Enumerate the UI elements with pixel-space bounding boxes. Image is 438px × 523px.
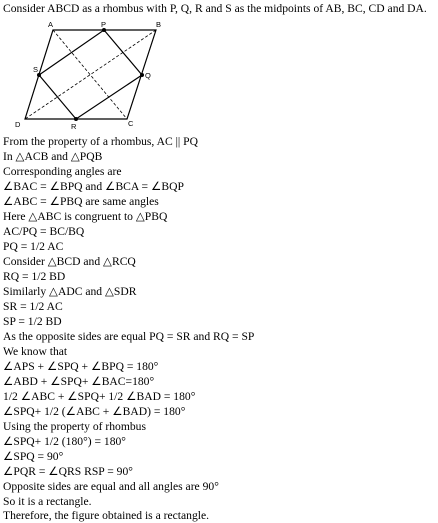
label-d: D [15, 120, 21, 129]
proof-line: AC/PQ = BC/BQ [3, 225, 85, 238]
label-b: B [156, 20, 162, 29]
diagonal-bd [25, 30, 156, 119]
point-r [74, 117, 78, 121]
label-s: S [33, 65, 39, 74]
proof-line: SR = 1/2 AC [3, 300, 63, 313]
proof-line: Using the property of rhombus [3, 420, 146, 433]
rhombus-figure [0, 18, 200, 133]
proof-line: ∠SPQ+ 1/2 (180°) = 180° [3, 435, 126, 448]
proof-line: ∠ABC = ∠PBQ are same angles [3, 195, 159, 208]
proof-line: ∠APS + ∠SPQ + ∠BPQ = 180° [3, 360, 159, 373]
intro-text: Consider ABCD as a rhombus with P, Q, R and S as the midpoints of AB, BC, CD and DA. [3, 2, 427, 15]
proof-line: From the property of a rhombus, AC || PQ [3, 135, 198, 148]
proof-line: ∠SPQ+ 1/2 (∠ABC + ∠BAD) = 180° [3, 405, 186, 418]
proof-line: 1/2 ∠ABC + ∠SPQ+ 1/2 ∠BAD = 180° [3, 390, 196, 403]
proof-line: Here △ABC is congruent to △PBQ [3, 210, 168, 223]
label-q: Q [145, 71, 151, 80]
label-c: C [128, 119, 134, 128]
proof-line: ∠ABD + ∠SPQ+ ∠BAC=180° [3, 375, 155, 388]
label-p: P [101, 20, 107, 29]
label-r: R [71, 122, 77, 131]
proof-line: As the opposite sides are equal PQ = SR and RQ = SP [3, 330, 255, 343]
proof-line: ∠SPQ = 90° [3, 450, 64, 463]
proof-line: Similarly △ADC and △SDR [3, 285, 137, 298]
proof-line: So it is a rectangle. [3, 495, 92, 508]
proof-line: Corresponding angles are [3, 165, 122, 178]
proof-line: In △ACB and △PQB [3, 150, 103, 163]
proof-line: ∠BAC = ∠BPQ and ∠BCA = ∠BQP [3, 180, 184, 193]
label-a: A [48, 20, 54, 29]
proof-line: PQ = 1/2 AC [3, 240, 64, 253]
point-q [140, 73, 144, 77]
proof-line: We know that [3, 345, 68, 358]
proof-line: SP = 1/2 BD [3, 315, 62, 328]
proof-line: RQ = 1/2 BD [3, 270, 66, 283]
proof-line: Consider △BCD and △RCQ [3, 255, 136, 268]
proof-line: Opposite sides are equal and all angles are 90° [3, 480, 219, 493]
rectangle-pqrs [39, 30, 142, 119]
proof-line: ∠PQR = ∠QRS RSP = 90° [3, 465, 133, 478]
proof-line: Therefore, the figure obtained is a rectangle. [3, 509, 210, 522]
